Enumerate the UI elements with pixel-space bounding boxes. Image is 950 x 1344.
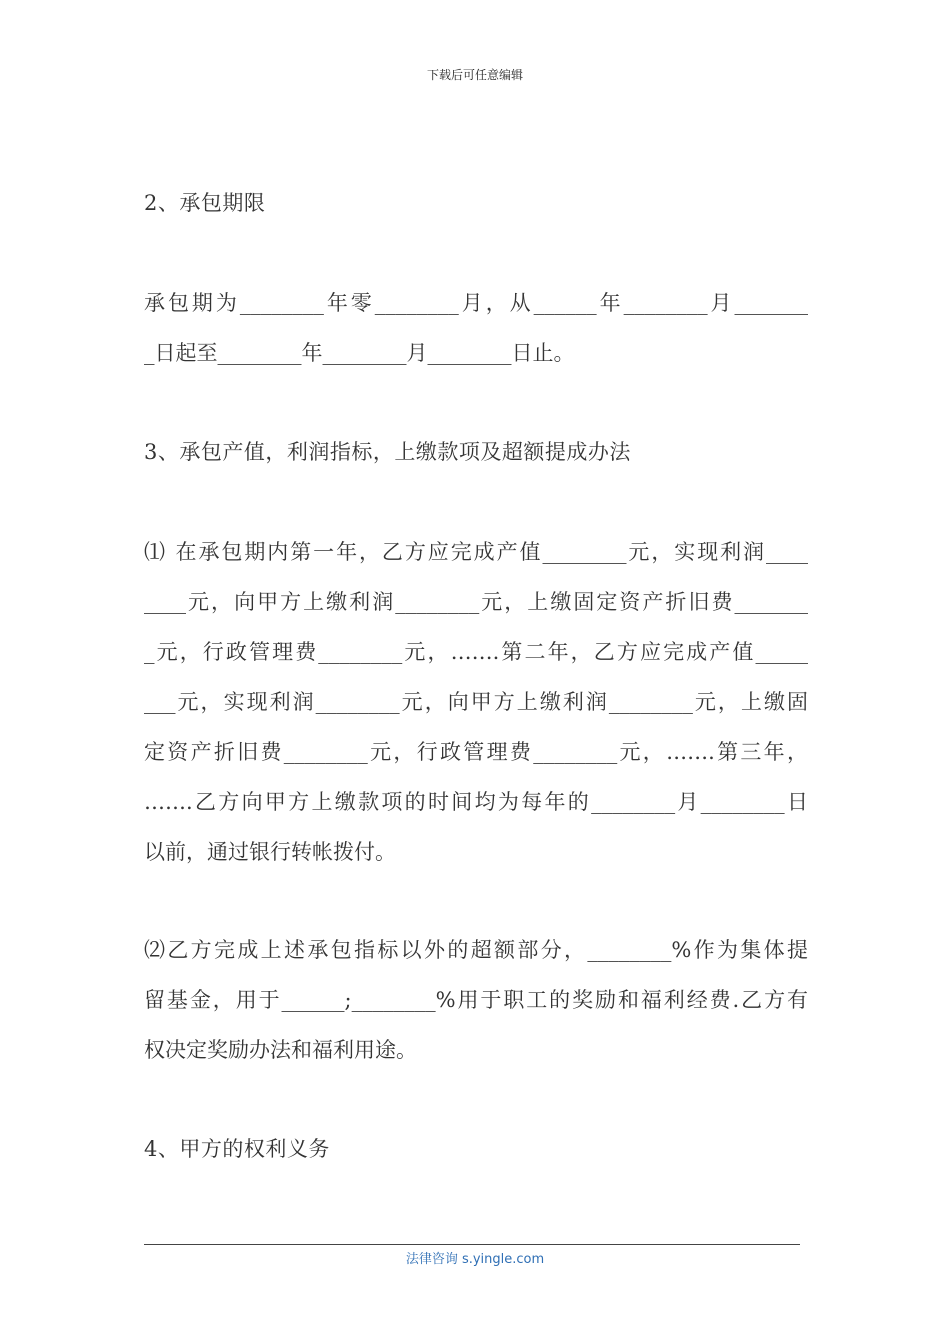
- section-4-heading: 4、甲方的权利义务: [144, 1137, 330, 1161]
- clause-1-line-7: 以前，通过银行转帐拨付。: [144, 840, 396, 864]
- section-3-heading: 3、承包产值，利润指标，上缴款项及超额提成办法: [144, 440, 631, 464]
- clause-1-line-2: ____元，向甲方上缴利润________元，上缴固定资产折旧费_______: [144, 590, 808, 614]
- clause-1-line-5: 定资产折旧费________元，行政管理费________元，…….第三年，: [144, 740, 808, 764]
- footer-divider: [144, 1244, 800, 1245]
- term-line-1: 承包期为________年零________月，从______年________月_______: [144, 291, 808, 315]
- clause-2-line-1: ⑵乙方完成上述承包指标以外的超额部分，________%作为集体提: [144, 938, 808, 962]
- clause-2-line-2: 留基金，用于______;________%用于职工的奖励和福利经费.乙方有: [144, 988, 808, 1012]
- page-header-watermark: 下载后可任意编辑: [426, 68, 523, 82]
- clause-1-line-1: ⑴ 在承包期内第一年，乙方应完成产值________元，实现利润____: [144, 540, 808, 564]
- clause-1-line-4: ___元，实现利润________元，向甲方上缴利润________元，上缴固: [144, 690, 808, 714]
- clause-1-line-6: …….乙方向甲方上缴款项的时间均为每年的________月________日: [144, 790, 808, 814]
- footer-link[interactable]: 法律咨询 s.yingle.com: [405, 1252, 545, 1267]
- term-line-2: _日起至________年________月________日止。: [144, 341, 575, 365]
- section-2-heading: 2、承包期限: [144, 191, 266, 215]
- clause-1-line-3: _元，行政管理费________元，…….第二年，乙方应完成产值_____: [144, 640, 808, 664]
- clause-2-line-3: 权决定奖励办法和福利用途。: [144, 1038, 417, 1062]
